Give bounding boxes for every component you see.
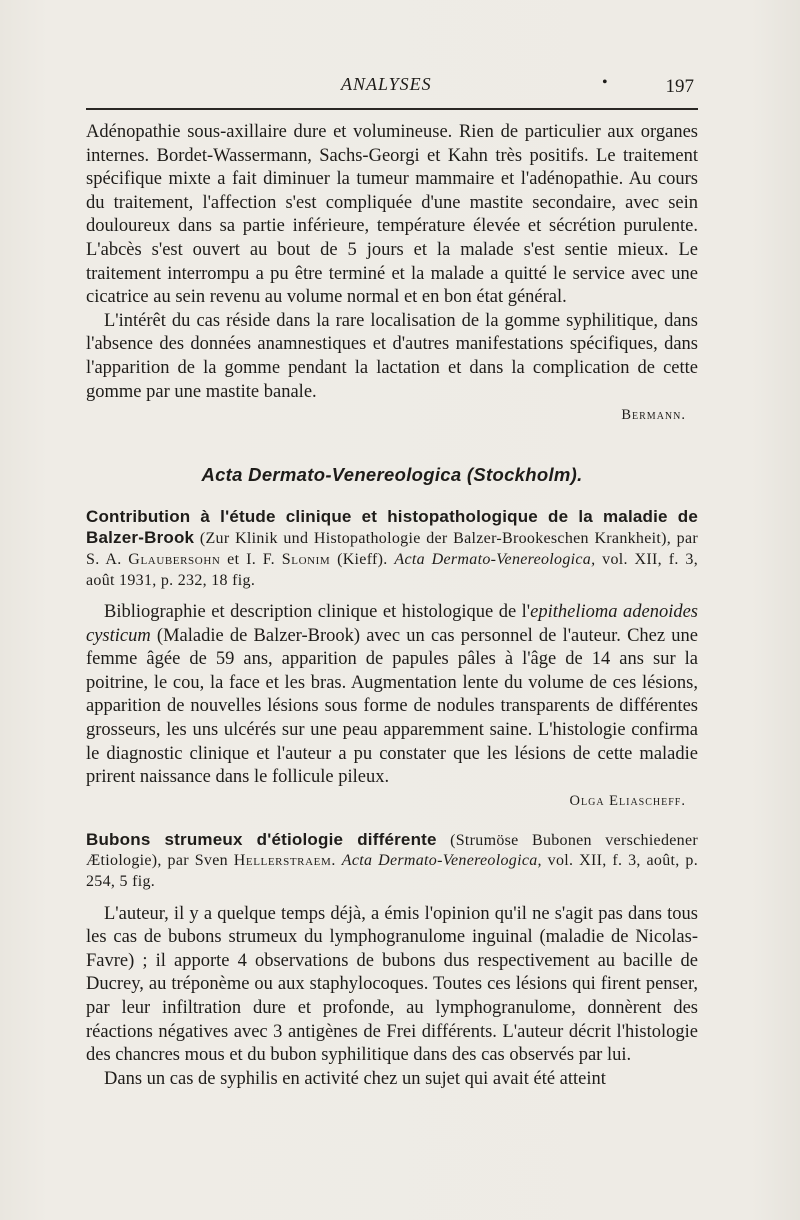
entry-subtitle: (Strumöse Bubonen verschiedener Ætiologie), par Sven <box>86 831 698 870</box>
paragraph-balzer-brook <box>86 601 698 790</box>
journal-name: Acta Dermato-Venereologica, <box>394 550 596 568</box>
paragraph-bubons: L'auteur, il y a quelque temps déjà, a émis l'opinion qu'il ne s'agit pas dans tous les cas de bubons strumeux du lymphogranulome inguinal (maladie de Nicolas-Favre) ; il apporte 4 observations de bubons dus respectivement au bacille de Ducrey, au tréponème ou aux staphylocoques. Toutes ces lésions qui firent penser, par leur infiltration dure et profonde, au lymphogranulome, donnèrent des réactions négatives avec 3 antigènes de Frei différents. L'auteur décrit l'histologie des chancres mous et du bubon syphilitique dans des cas observés par lui. <box>86 903 698 1066</box>
running-title: ANALYSES <box>341 74 432 94</box>
journal-reference: vol. XII, f. 3, août 1931, p. 232, 18 fig. <box>86 550 698 589</box>
header-rule <box>86 108 698 110</box>
entry-heading-balzer-brook <box>86 507 698 591</box>
author-name: Slonim <box>281 550 331 568</box>
author-name: Hellerstraem. <box>233 852 336 870</box>
header-separator: • <box>602 74 608 91</box>
signature-eliascheff: Olga Eliascheff. <box>569 792 686 809</box>
journal-name: Acta Dermato-Venereologica, <box>341 852 542 870</box>
entry-title: Contribution à l'étude clinique et histopathologique de la maladie de Balzer-Brook <box>86 506 698 548</box>
entry-title: Bubons strumeux d'étiologie différente <box>86 829 437 849</box>
paragraph-interest: L'intérêt du cas réside dans la rare localisation de la gomme syphilitique, dans l'absence des données anamnestiques et d'autres manifestations spécifiques, dans l'apparition de la gomme pendant la lactation et dans la complication de cette gomme par une mastite banale. <box>86 310 698 402</box>
paragraph-continuation: Adénopathie sous-axillaire dure et volumineuse. Rien de particulier aux organes internes. Bordet-Wassermann, Sachs-Georgi et Kahn très positifs. Le traitement spécifique mixte a fait diminuer la tumeur mammaire et l'adénopathie. Au cours du traitement, l'affection s'est compliquée d'une mastite secondaire, avec sein douloureux dans sa partie inférieure, température élevée et sécrétion purulente. L'abcès s'est ouvert au bout de 5 jours et la malade s'est sentie mieux. Le traitement interrompu a pu être terminé et la malade a quitté le service avec une cicatrice au sein revenu au volume normal et en bon état général. <box>86 122 698 308</box>
journal-heading: Acta Dermato-Venereologica (Stockholm). <box>201 464 583 486</box>
entry-subtitle: (Zur Klinik und Histopathologie der Balzer-Brookeschen Krankheit), par S. A. <box>86 530 698 568</box>
author-name: Glaubersohn <box>128 550 221 568</box>
body-italic-term: epithelioma adenoides cysticum <box>86 602 698 646</box>
page-content <box>86 121 698 1091</box>
body-text: Bibliographie et description clinique et histologique de l' <box>104 602 531 623</box>
author-connector: et I. F. <box>227 550 275 568</box>
signature-bermann: Bermann. <box>621 407 686 424</box>
entry-heading-bubons <box>86 830 698 893</box>
paragraph-syphilis: Dans un cas de syphilis en activité chez un sujet qui avait été atteint <box>104 1068 606 1089</box>
author-affiliation: (Kieff). <box>337 550 388 568</box>
body-text: (Maladie de Balzer-Brook) avec un cas personnel de l'auteur. Chez une femme âgée de 59 ans, apparition de papules pâles à l'âge de 14 ans sur la poitrine, le cou, la face et les bras. Augmentation lente du volume de ces lésions, apparition de nouvelles lésions sous forme de nodules transparents de différentes grosseurs, les uns ulcérés sur une peau apparemment saine. L'histologie confirma le diagnostic clinique et l'auteur a pu constater que les lésions de cette maladie prirent naissance dans le follicule pileux. <box>86 625 698 788</box>
page-header <box>86 74 698 100</box>
page-number: 197 <box>665 76 694 97</box>
journal-reference: vol. XII, f. 3, août, p. 254, 5 fig. <box>86 852 698 891</box>
